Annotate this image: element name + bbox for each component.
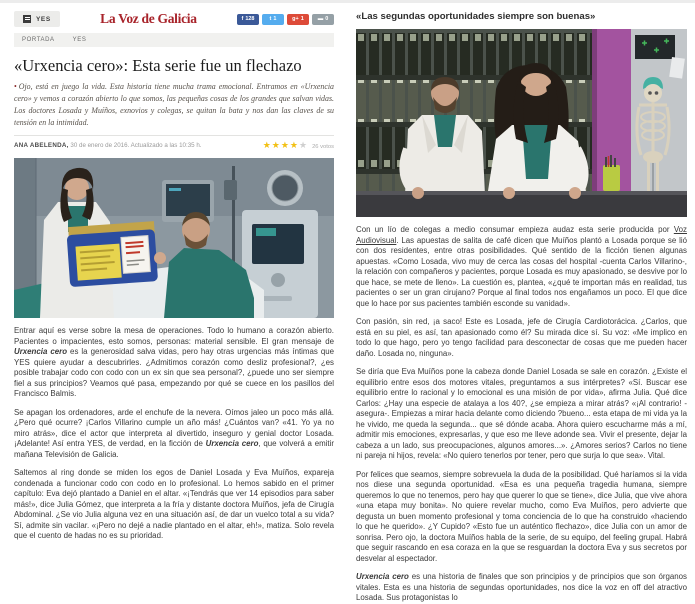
share-count: 0 — [325, 16, 329, 22]
twitter-icon: t — [269, 16, 272, 22]
menu-label: YES — [36, 15, 51, 23]
text-segment: Por felices que seamos, siempre sobrevuela la duda de la posibilidad. Qué haríamos si la vida nos diese una segunda oportunidad. «Esa es una pequeña tragedia humana, siempre queremos lo que no tenemos, pero hay que querer lo que se tiene», dice Julia, que vive ahora «una etapa muy bonita». No quiere revelar mucho, como Eva Muíños, pero advierte que degusta un buen momento profesional y toma conciencia de lo que ha construido «haciendo lo que he querido». ¿Y Cupido? «Esto fue un auténtico flechazo», dice Julia con un amor de sonrisa. Pero ojo, la doctora Muíños habla de la serie, de su equipo, del feeling grupal. Habrá que seguir rascando en esa coraza en la que se resguardan la doctora Eva y sus secretos por desvelar al espectador. — [356, 469, 687, 563]
menu-icon — [23, 15, 31, 23]
text-segment: Entrar aquí es verse sobre la mesa de operaciones. Todo lo humano a corazón abierto. Pacientes o impacientes, esto somos, personas: material sensible. El gran mensaje de — [14, 326, 334, 346]
page-title: «Urxencia cero»: Esta serie fue un flechazo — [14, 56, 302, 75]
article-photo-hospital — [14, 158, 334, 318]
text-segment: Saltemos al ring donde se miden los egos de Daniel Losada y Eva Muíños, expareja condenada a funcionar codo con codo en lo profesional. Lo hemos sabido en el primer capítulo: Eva dejó plantado a Daniel en el altar. «¡Tendrás que ver 14 episodios para saber más!», dice Julia Gómez, que interpreta a la fría y distante doctora Muíños, jefa de Cirugía Abdominal. ¿Se vio Julia alguna vez en una situación así, de dar un vuelco total a su vida? Sí, admite sin vacilar. «¡Pero no dejé a nadie plantado en el altar, eh!», matiza. Solo revela que el cuento de hadas no es su prioridad. — [14, 468, 334, 541]
text-segment: Con pasión, sin red, ¡a saco! Este es Losada, jefe de Cirugía Cardiotorácica. ¿Carlos, que está en su piel, es así, tan apasionado como él? Su mirada dice sí. Su voz: «Me implico en todo lo que hago, pero yo tengo facilidad para desconectar de cosas que me pueden hacer daño. Losada no, ninguna». — [356, 317, 687, 358]
twitter-share-button[interactable] — [262, 14, 284, 25]
star-icon[interactable]: ★ — [299, 140, 309, 151]
paragraph — [356, 470, 687, 565]
left-column — [0, 3, 348, 541]
bullet-icon: • — [14, 82, 17, 91]
star-icon[interactable]: ★ — [262, 140, 272, 151]
article-date: 30 de enero de 2016. Actualizado a las 10:35 h. — [70, 142, 202, 150]
article-photo-doctors — [356, 29, 687, 217]
rating-stars[interactable] — [263, 140, 308, 150]
social-buttons — [237, 14, 334, 25]
facebook-icon: f — [241, 16, 244, 22]
comments-share-button[interactable] — [312, 14, 334, 25]
right-column — [348, 3, 695, 602]
text-segment: . Las apuestas de salita de café dicen que Muíños plantó a Losada porque se lió con dos residentes, entre otras posibilidades. Qué sentido de la ficción tienen algunas apuestas. «Como Losada, vivo muy de cerca las cosas del hospital -cuenta Carlos Villarino-, la relación con compañeros y pacientes, porque Losada es muy apasionado, se desvive por lo que hace, se mete de lleno». La cuestión es, plantea, «¿qué te importan más en realidad, tus pacientes o ser un gran cirujano? Porque al final todos nos engañamos un poco. El que dice que lo hace por sus pacientes también esconde su vanidad». — [356, 235, 687, 308]
breadcrumb — [14, 33, 334, 47]
paragraph — [14, 468, 334, 542]
breadcrumb-portada[interactable]: PORTADA — [22, 37, 55, 43]
text-segment: Con un lío de colegas a medio consumar empieza audaz esta serie producida por — [356, 225, 674, 234]
votes-count: 26 votos — [312, 144, 334, 151]
share-count: 1 — [273, 16, 277, 22]
text-segment: Se diría que Eva Muíños pone la cabeza donde Daniel Losada se sale en corazón. ¿Existe el equilibrio entre esos dos motores vitales, preguntamos a sus intérpretes? «Sí. Buscar ese equilibrio entre lo racional y lo emocional es una misión de por vida», afirma Julia. Qué dice Carlos: ¿Hay una especie de atalaya a los 40?, ¿se empieza a mirar atrás? «¡Al contrario! -asegura-. Empiezas a mirar hacia delante como diciendo ?bueno... esta etapa de mi vida ya la he vivido, me queda la segunda... que sé dónde acaba. Ahora quiero escucharme más a mí, admitir mis emociones, expresarlas, y que eso me lleve adonde sea. Vivir el presente, dejar la cabeza a un lado, sus preocupaciones, algunos amores...». ¿Amores serios? Carlos no tiene ni pareja ni hijos, revela: «No quiero tenerlos por tener, pero que surja lo que sea». Vital. — [356, 367, 687, 460]
author-name: ANA ABELENDA, — [14, 142, 69, 150]
text-segment: es una historia de finales que son principios y de principios que son órganos vitales. Esta es una historia de segundas oportunidades, nos dice la voz en off del atractivo Losada. Sus protagonistas lo — [356, 572, 687, 602]
article-body-right — [356, 225, 687, 604]
site-header — [14, 11, 334, 27]
paragraph — [356, 367, 687, 462]
share-count: 128 — [245, 16, 255, 22]
article-body-left — [14, 326, 334, 542]
section-heading: «Las segundas oportunidades siempre son buenas» — [356, 11, 596, 22]
lavoz-logo[interactable]: La Voz de Galicia — [100, 11, 197, 26]
star-icon[interactable]: ★ — [280, 140, 290, 151]
yes-menu-button[interactable] — [14, 11, 60, 27]
text-segment: Urxencia cero — [14, 347, 68, 357]
breadcrumb-yes[interactable]: YES — [72, 37, 87, 43]
facebook-share-button[interactable] — [237, 14, 259, 25]
googleplus-share-button[interactable] — [287, 14, 309, 25]
text-segment: , que volverá a emitir mañana Televisión de Galicia. — [14, 439, 334, 459]
star-icon[interactable]: ★ — [289, 140, 299, 151]
paragraph — [356, 225, 687, 309]
voz-audiovisual-link[interactable]: Voz Audiovisual — [356, 225, 687, 245]
standfirst — [14, 81, 334, 128]
googleplus-icon: g+ — [292, 16, 299, 22]
text-segment: Se apagan los ordenadores, arde el enchufe de la nevera. Oímos jaleo un poco más allá. ¿Pero qué ocurre? ¡Carlos Villarino cumple un año más! ¿Cuántos van? «41. Yo ya no miro atrás», dice el actor que interpreta al divertido, inseguro y genial doctor Losada. ¡Adelante! Así entra YES, de verdad, en la ficción de — [14, 407, 334, 449]
star-icon[interactable]: ★ — [271, 140, 281, 151]
paragraph — [356, 572, 687, 604]
share-count: 1 — [300, 16, 304, 22]
byline-text — [14, 142, 201, 149]
text-segment: es la generosidad salva vidas, pero hay otras urgencias más íntimas que YES quiere ayudar a descubrirles. ¿Admitimos corazón como desliz profesional?, ¿es posible trabajar codo con codo con un ex sin que sea personal?, ¿puede uno ser siempre fiel a sus principios? Veamos qué pasa, empezando por qué se cuece en los pasillos del Francisco Balmis. — [14, 347, 334, 399]
text-segment: Urxencia cero — [205, 439, 259, 449]
text-segment: Urxencia cero — [356, 572, 409, 581]
rating — [263, 140, 334, 151]
paragraph — [356, 317, 687, 359]
paragraph — [14, 326, 334, 400]
byline — [14, 135, 334, 151]
comments-icon: ▬ — [317, 16, 324, 22]
paragraph — [14, 408, 334, 461]
standfirst-text: Ojo, está en juego la vida. Esta historia tiene mucha trama emocional. Entramos en «Urxencia cero» y vemos a corazón abierto lo que somos, las pequeñas cosas de los grandes que salvan vidas. Los doctores Losada y Muíños, exnovios y colegas, se quitan la bata y nos dan las claves de su tensión en la intimidad. — [14, 82, 334, 127]
